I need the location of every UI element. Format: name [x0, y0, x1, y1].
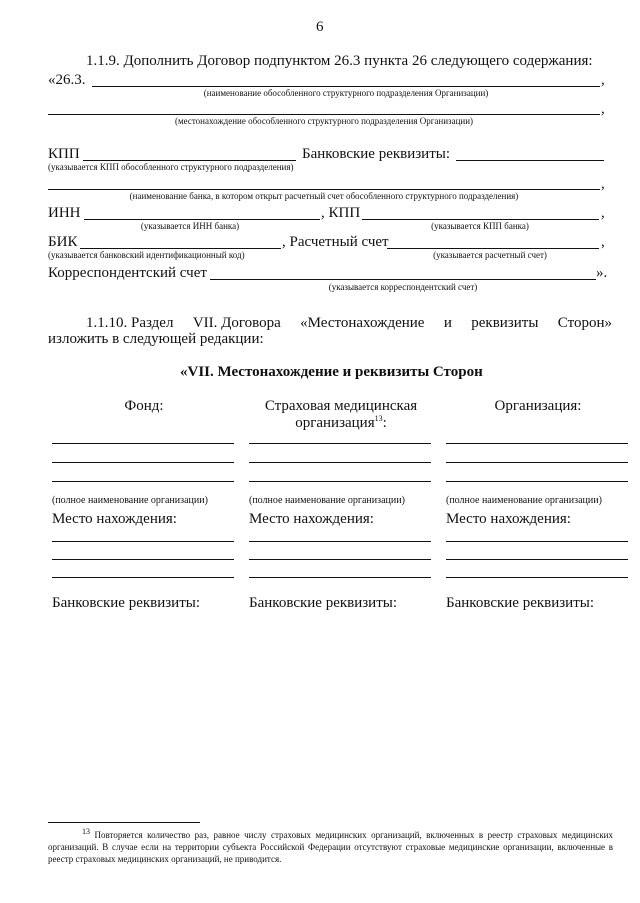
field-line-inn — [84, 219, 320, 220]
organization-location-label: Место нахождения: — [446, 511, 571, 527]
caption-bank-name: (наименование банка, в котором открыт расчетный счет обособленного структурного подразделения) — [129, 191, 519, 201]
page-number: 6 — [316, 19, 324, 35]
comma: , — [601, 101, 605, 117]
clause-part: Сторон» — [557, 315, 612, 331]
field-line-insurer-name — [249, 481, 431, 482]
caption-subdivision-name: (наименование обособленного структурного подразделения Организации) — [203, 88, 489, 98]
field-line-organization-location — [446, 577, 628, 578]
account-label: , Расчетный счет — [282, 234, 389, 250]
insurer-location-label: Место нахождения: — [249, 511, 374, 527]
column-heading-insurer-line2 — [249, 414, 433, 432]
clause-part: 1.1.10. Раздел — [86, 315, 174, 331]
corr-account-label: Корреспондентский счет — [48, 265, 207, 281]
footnote-separator — [48, 822, 200, 823]
footnote-number: 13 — [82, 827, 90, 836]
insurer-bank-details-label: Банковские реквизиты: — [249, 595, 398, 611]
field-line-bank-name — [48, 189, 600, 190]
bank-details-label: Банковские реквизиты: — [302, 146, 451, 162]
field-line-organization-name — [446, 443, 628, 444]
comma: , — [601, 234, 605, 250]
clause-part: «Местонахождение — [300, 315, 425, 331]
field-line-kpp-bank — [362, 219, 599, 220]
bik-label: БИК — [48, 234, 78, 250]
comma: , — [601, 72, 605, 88]
field-line-insurer-location — [249, 577, 431, 578]
field-line-subdivision-location — [48, 114, 600, 115]
field-line-fund-location — [52, 559, 234, 560]
field-line-insurer-name — [249, 462, 431, 463]
field-line-fund-location — [52, 541, 234, 542]
column-heading-fund: Фонд: — [124, 398, 164, 414]
caption-kpp: (указывается КПП обособленного структурного подразделения) — [48, 162, 294, 172]
footnote-13 — [48, 829, 613, 865]
caption-fund-full-name: (полное наименование организации) — [52, 495, 208, 506]
clause-part: и — [443, 315, 452, 331]
caption-organization-full-name: (полное наименование организации) — [446, 495, 602, 506]
inn-label: ИНН — [48, 205, 81, 221]
field-line-corr-account — [210, 279, 596, 280]
field-line-fund-location — [52, 577, 234, 578]
field-line-kpp — [83, 160, 296, 161]
column-heading-organization: Организация: — [494, 398, 582, 414]
caption-kpp-bank: (указывается КПП банка) — [431, 221, 529, 231]
item-26-3-label: «26.3. — [48, 72, 86, 88]
clause-part: реквизиты — [471, 315, 539, 331]
kpp-label: КПП — [48, 146, 80, 162]
caption-bik: (указывается банковский идентификационный код) — [48, 250, 245, 260]
field-line-insurer-location — [249, 559, 431, 560]
field-line-organization-location — [446, 559, 628, 560]
field-line-organization-name — [446, 462, 628, 463]
field-line-insurer-location — [249, 541, 431, 542]
field-line-bank-details — [456, 160, 604, 161]
caption-inn-bank: (указывается ИНН банка) — [140, 221, 240, 231]
field-line-organization-name — [446, 481, 628, 482]
fund-location-label: Место нахождения: — [52, 511, 177, 527]
closing-quote: ». — [596, 265, 608, 281]
field-line-subdivision-name — [92, 86, 600, 87]
field-line-fund-name — [52, 443, 234, 444]
clause-part: VII. Договора — [192, 315, 281, 331]
footnote-text: Повторяется количество раз, равное числу страховых медицинских организаций, включенных в реестр страховых медицинских организаций. В случае если на территории субъекта Российской Федерации отсутствуют страховые медицинские организации, включенные в реестр страховых медицинских организаций, не приводится. — [48, 830, 614, 864]
clause-1-1-9-intro: 1.1.9. Дополнить Договор подпунктом 26.3 пункта 26 следующего содержания: — [86, 53, 593, 69]
fund-bank-details-label: Банковские реквизиты: — [52, 595, 201, 611]
field-line-fund-name — [52, 462, 234, 463]
column-heading-insurer: Страховая медицинская — [264, 398, 418, 414]
field-line-insurer-name — [249, 443, 431, 444]
comma: , — [601, 205, 605, 221]
footnote-ref: 13 — [374, 414, 383, 423]
heading-colon: : — [382, 415, 387, 431]
caption-account: (указывается расчетный счет) — [433, 250, 547, 260]
comma: , — [601, 176, 605, 192]
caption-corr-account: (указывается корреспондентский счет) — [328, 282, 478, 292]
insurer-heading-text: организация — [295, 415, 375, 431]
section-vii-title: «VII. Местонахождение и реквизиты Сторон — [180, 364, 483, 380]
field-line-bik — [80, 248, 281, 249]
caption-insurer-full-name: (полное наименование организации) — [249, 495, 405, 506]
caption-subdivision-location: (местонахождение обособленного структурного подразделения Организации) — [174, 116, 474, 126]
field-line-organization-location — [446, 541, 628, 542]
kpp-bank-label: , КПП — [321, 205, 361, 221]
organization-bank-details-label: Банковские реквизиты: — [446, 595, 595, 611]
field-line-account — [387, 248, 599, 249]
clause-1-1-10-line2: изложить в следующей редакции: — [48, 331, 264, 347]
field-line-fund-name — [52, 481, 234, 482]
